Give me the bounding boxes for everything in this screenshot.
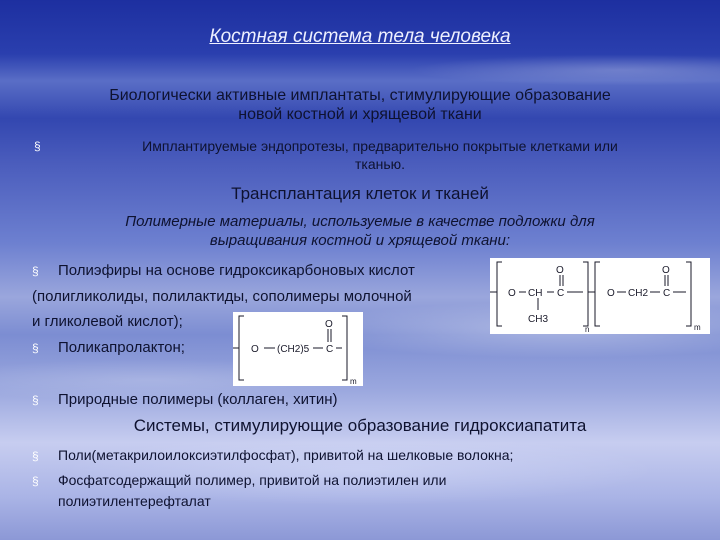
glycolide-c: C bbox=[663, 288, 671, 299]
polyesters-line2: (полигликолиды, полилактиды, сополимеры молочной bbox=[32, 288, 412, 305]
polycaprolactone-formula bbox=[233, 312, 363, 386]
endoprosthesis-bullet bbox=[60, 137, 700, 173]
sys-bullet1: Поли(метакрилоилоксиэтилфосфат), привитой на шелковые волокна; bbox=[58, 447, 514, 463]
polymer-intro-line1: Полимерные материалы, используемые в качестве подложки для bbox=[125, 213, 595, 230]
sys-bullet2-line1: Фосфатсодержащий полимер, привитой на полиэтилен или bbox=[58, 472, 447, 488]
endoprosthesis-line2: тканью. bbox=[354, 156, 406, 172]
lactide-c: C bbox=[557, 288, 565, 299]
caprolactone-ester-o: O bbox=[251, 344, 259, 355]
polylactide-polyglycolide-formula bbox=[490, 258, 710, 334]
polyesters-line3: и гликолевой кислот); bbox=[32, 313, 183, 330]
caprolactone-subscript: m bbox=[350, 377, 357, 386]
slide-title: Костная система тела человека bbox=[209, 26, 511, 47]
caprolactone-carbonyl-o: O bbox=[325, 319, 333, 330]
glycolide-subscript: m bbox=[694, 323, 701, 332]
polymer-intro-line2: выращивания костной и хрящевой ткани: bbox=[209, 232, 511, 249]
bullet-marker: § bbox=[32, 264, 39, 278]
bullet-marker: § bbox=[32, 474, 39, 488]
caprolactone-chain: (CH2)5 bbox=[277, 344, 310, 355]
bullet-marker: § bbox=[34, 139, 41, 153]
bio-heading-line2: новой костной и хрящевой ткани bbox=[238, 106, 482, 123]
bullet-marker: § bbox=[32, 393, 39, 407]
glycolide-carbonyl-o: O bbox=[662, 265, 670, 276]
sys-bullet2-line2: полиэтилентерефталат bbox=[58, 493, 211, 509]
bullet-marker: § bbox=[32, 449, 39, 463]
glycolide-ch2: CH2 bbox=[628, 288, 649, 299]
caprolactone-c: C bbox=[326, 344, 334, 355]
polymer-materials-intro bbox=[0, 212, 720, 250]
endoprosthesis-line1: Имплантируемые эндопротезы, предварительно покрытые клетками или bbox=[142, 138, 618, 154]
lactide-ester-o: O bbox=[508, 288, 516, 299]
hydroxyapatite-systems-heading: Системы, стимулирующие образование гидроксиапатита bbox=[133, 416, 587, 435]
polycaprolactone-item: Поликапролактон; bbox=[58, 339, 185, 356]
bio-heading-line1: Биологически активные имплантаты, стимулирующие образование bbox=[109, 87, 611, 104]
bullet-marker: § bbox=[32, 341, 39, 355]
lactide-ch: CH bbox=[528, 288, 543, 299]
bio-implants-heading bbox=[0, 86, 720, 124]
transplantation-heading: Трансплантация клеток и тканей bbox=[231, 184, 489, 203]
glycolide-ester-o: O bbox=[607, 288, 615, 299]
lactide-carbonyl-o: O bbox=[556, 265, 564, 276]
lactide-subscript: n bbox=[585, 325, 590, 334]
polyesters-line1: Полиэфиры на основе гидроксикарбоновых кислот bbox=[58, 262, 415, 279]
natural-polymers-item: Природные полимеры (коллаген, хитин) bbox=[58, 391, 338, 408]
lactide-ch3: CH3 bbox=[528, 314, 549, 325]
